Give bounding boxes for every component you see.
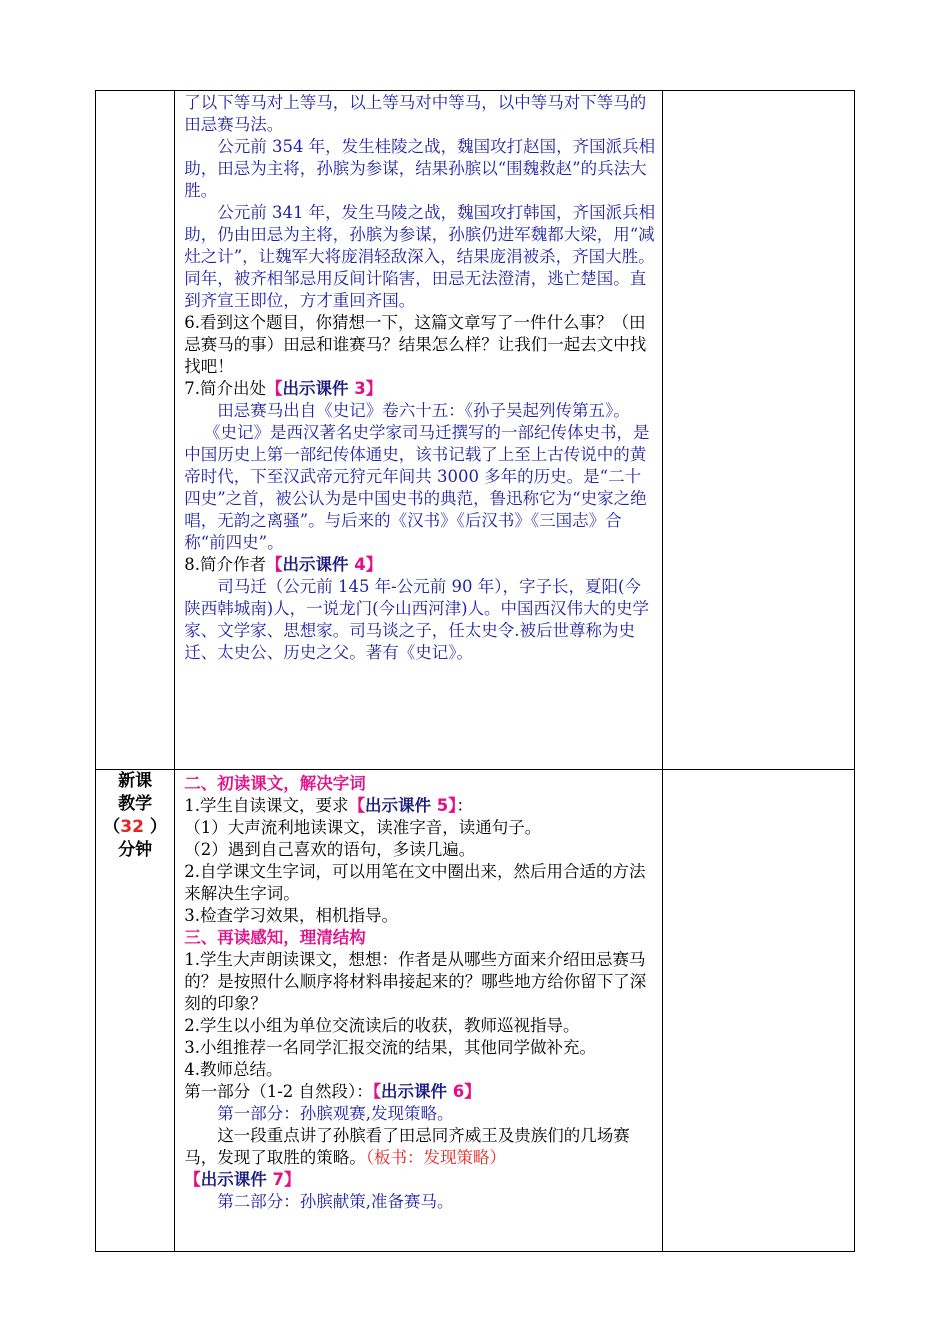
text-line: 第二部分：孙膑献策,准备赛马。 — [217, 1192, 454, 1211]
text-line: 6.看到这个题目，你猜想一下，这篇文章写了一件什么事？（田忌赛马的事）田忌和谁赛马？结果怎么样？让我们一起去文中找找吧！ — [184, 313, 647, 376]
text-line: 1.学生大声朗读课文，想想：作者是从哪些方面来介绍田忌赛马的？是按照什么顺序将材料串接起来的？哪些地方给你留下了深刻的印象？ — [184, 950, 647, 1013]
notes-cell-empty — [663, 770, 855, 1252]
intro-source-label: 7.简介出处 — [184, 379, 266, 398]
board-note: （板书：发现策略） — [365, 1148, 506, 1167]
text-line — [184, 1169, 656, 1191]
text-line: 2.学生以小组为单位交流读后的收获，教师巡视指导。 — [184, 1016, 580, 1035]
intro-author-label: 8.简介作者 — [184, 555, 266, 574]
section-heading: 三、再读感知，理清结构 — [184, 928, 366, 947]
text-line: 这一段重点讲了孙膑看了田忌同齐威王及贵族们的几场赛马，发现了取胜的策略。（板书：发现策略） — [184, 1126, 630, 1167]
text-line: 司马迁（公元前 145 年-公元前 90 年），字子长，夏阳(今陕西韩城南)人，一说龙门(今山西河津)人。中国西汉伟大的史学家、文学家、思想家。司马谈之子，任太史令.被后世尊称为史迁、太史公、历史之父。著有《史记》。 — [184, 577, 650, 662]
content-cell — [175, 91, 663, 770]
content-cell — [175, 770, 663, 1252]
section-label-cell: 新课 教学 （32 ） 分钟 — [96, 770, 175, 1252]
courseware-tag-5: 【出示课件 5】 — [348, 796, 457, 815]
courseware-tag-6: 【出示课件 6】 — [372, 1082, 481, 1101]
text-line: 4.教师总结。 — [184, 1060, 283, 1079]
text-line: （1）大声流利地读课文，读准字音，读通句子。 — [184, 818, 542, 837]
text-line — [184, 378, 656, 400]
text-line: 公元前 341 年，发生马陵之战，魏国攻打韩国，齐国派兵相助，仍由田忌为主将，孙膑为参谋，孙膑仍进军魏都大梁，用“减灶之计”，让魏军大将庞涓轻敌深入，结果庞涓被杀，齐国大胜。同年，被齐相邹忌用反间计陷害，田忌无法澄清，逃亡楚国。直到齐宣王即位，方才重回齐国。 — [184, 203, 656, 310]
text-line: 田忌赛马出自《史记》卷六十五：《孙子吴起列传第五》。 — [217, 401, 630, 420]
text-line: 公元前 354 年，发生桂陵之战，魏国攻打赵国，齐国派兵相助，田忌为主将，孙膑为参谋，结果孙膑以“围魏救赵”的兵法大胜。 — [184, 137, 656, 200]
text-line: 2.自学课文生字词，可以用笔在文中圈出来，然后用合适的方法来解决生字词。 — [184, 862, 646, 903]
text-line: 3.检查学习效果，相机指导。 — [184, 906, 398, 925]
lesson-plan-table — [95, 90, 855, 1252]
notes-cell-empty — [663, 91, 855, 770]
courseware-tag-4: 【出示课件 4】 — [265, 555, 383, 574]
label-cell-empty — [96, 91, 175, 770]
text-line: （2）遇到自己喜欢的语句，多读几遍。 — [184, 840, 476, 859]
text-line: 了以下等马对上等马，以上等马对中等马，以中等马对下等马的田忌赛马法。 — [184, 93, 647, 134]
courseware-tag-7: 【出示课件 7】 — [184, 1170, 301, 1189]
text-line: 第一部分：孙膑观赛,发现策略。 — [217, 1104, 454, 1123]
text-line: 第一部分（1-2 自然段）：【出示课件 6】 — [184, 1082, 481, 1101]
table-row — [96, 91, 855, 770]
text-line — [184, 554, 656, 576]
text-line: 《史记》是西汉著名史学家司马迁撰写的一部纪传体史书，是中国历史上第一部纪传体通史，该书记载了上至上古传说中的黄帝时代，下至汉武帝元狩元年间共 3000 多年的历史。是“二十四史”之首，被公认为是中国史书的典范，鲁迅称它为“史家之绝唱，无韵之离骚”。与后来的《汉书》《后汉书》《三国志》合称“前四史”。 — [184, 423, 650, 552]
table-row — [96, 770, 855, 1252]
text-line: 1.学生自读课文，要求【出示课件 5】： — [184, 796, 473, 815]
text-line: 3.小组推荐一名同学汇报交流的结果，其他同学做补充。 — [184, 1038, 596, 1057]
courseware-tag-3: 【出示课件 3】 — [265, 379, 383, 398]
section-heading: 二、初读课文，解决字词 — [184, 774, 366, 793]
